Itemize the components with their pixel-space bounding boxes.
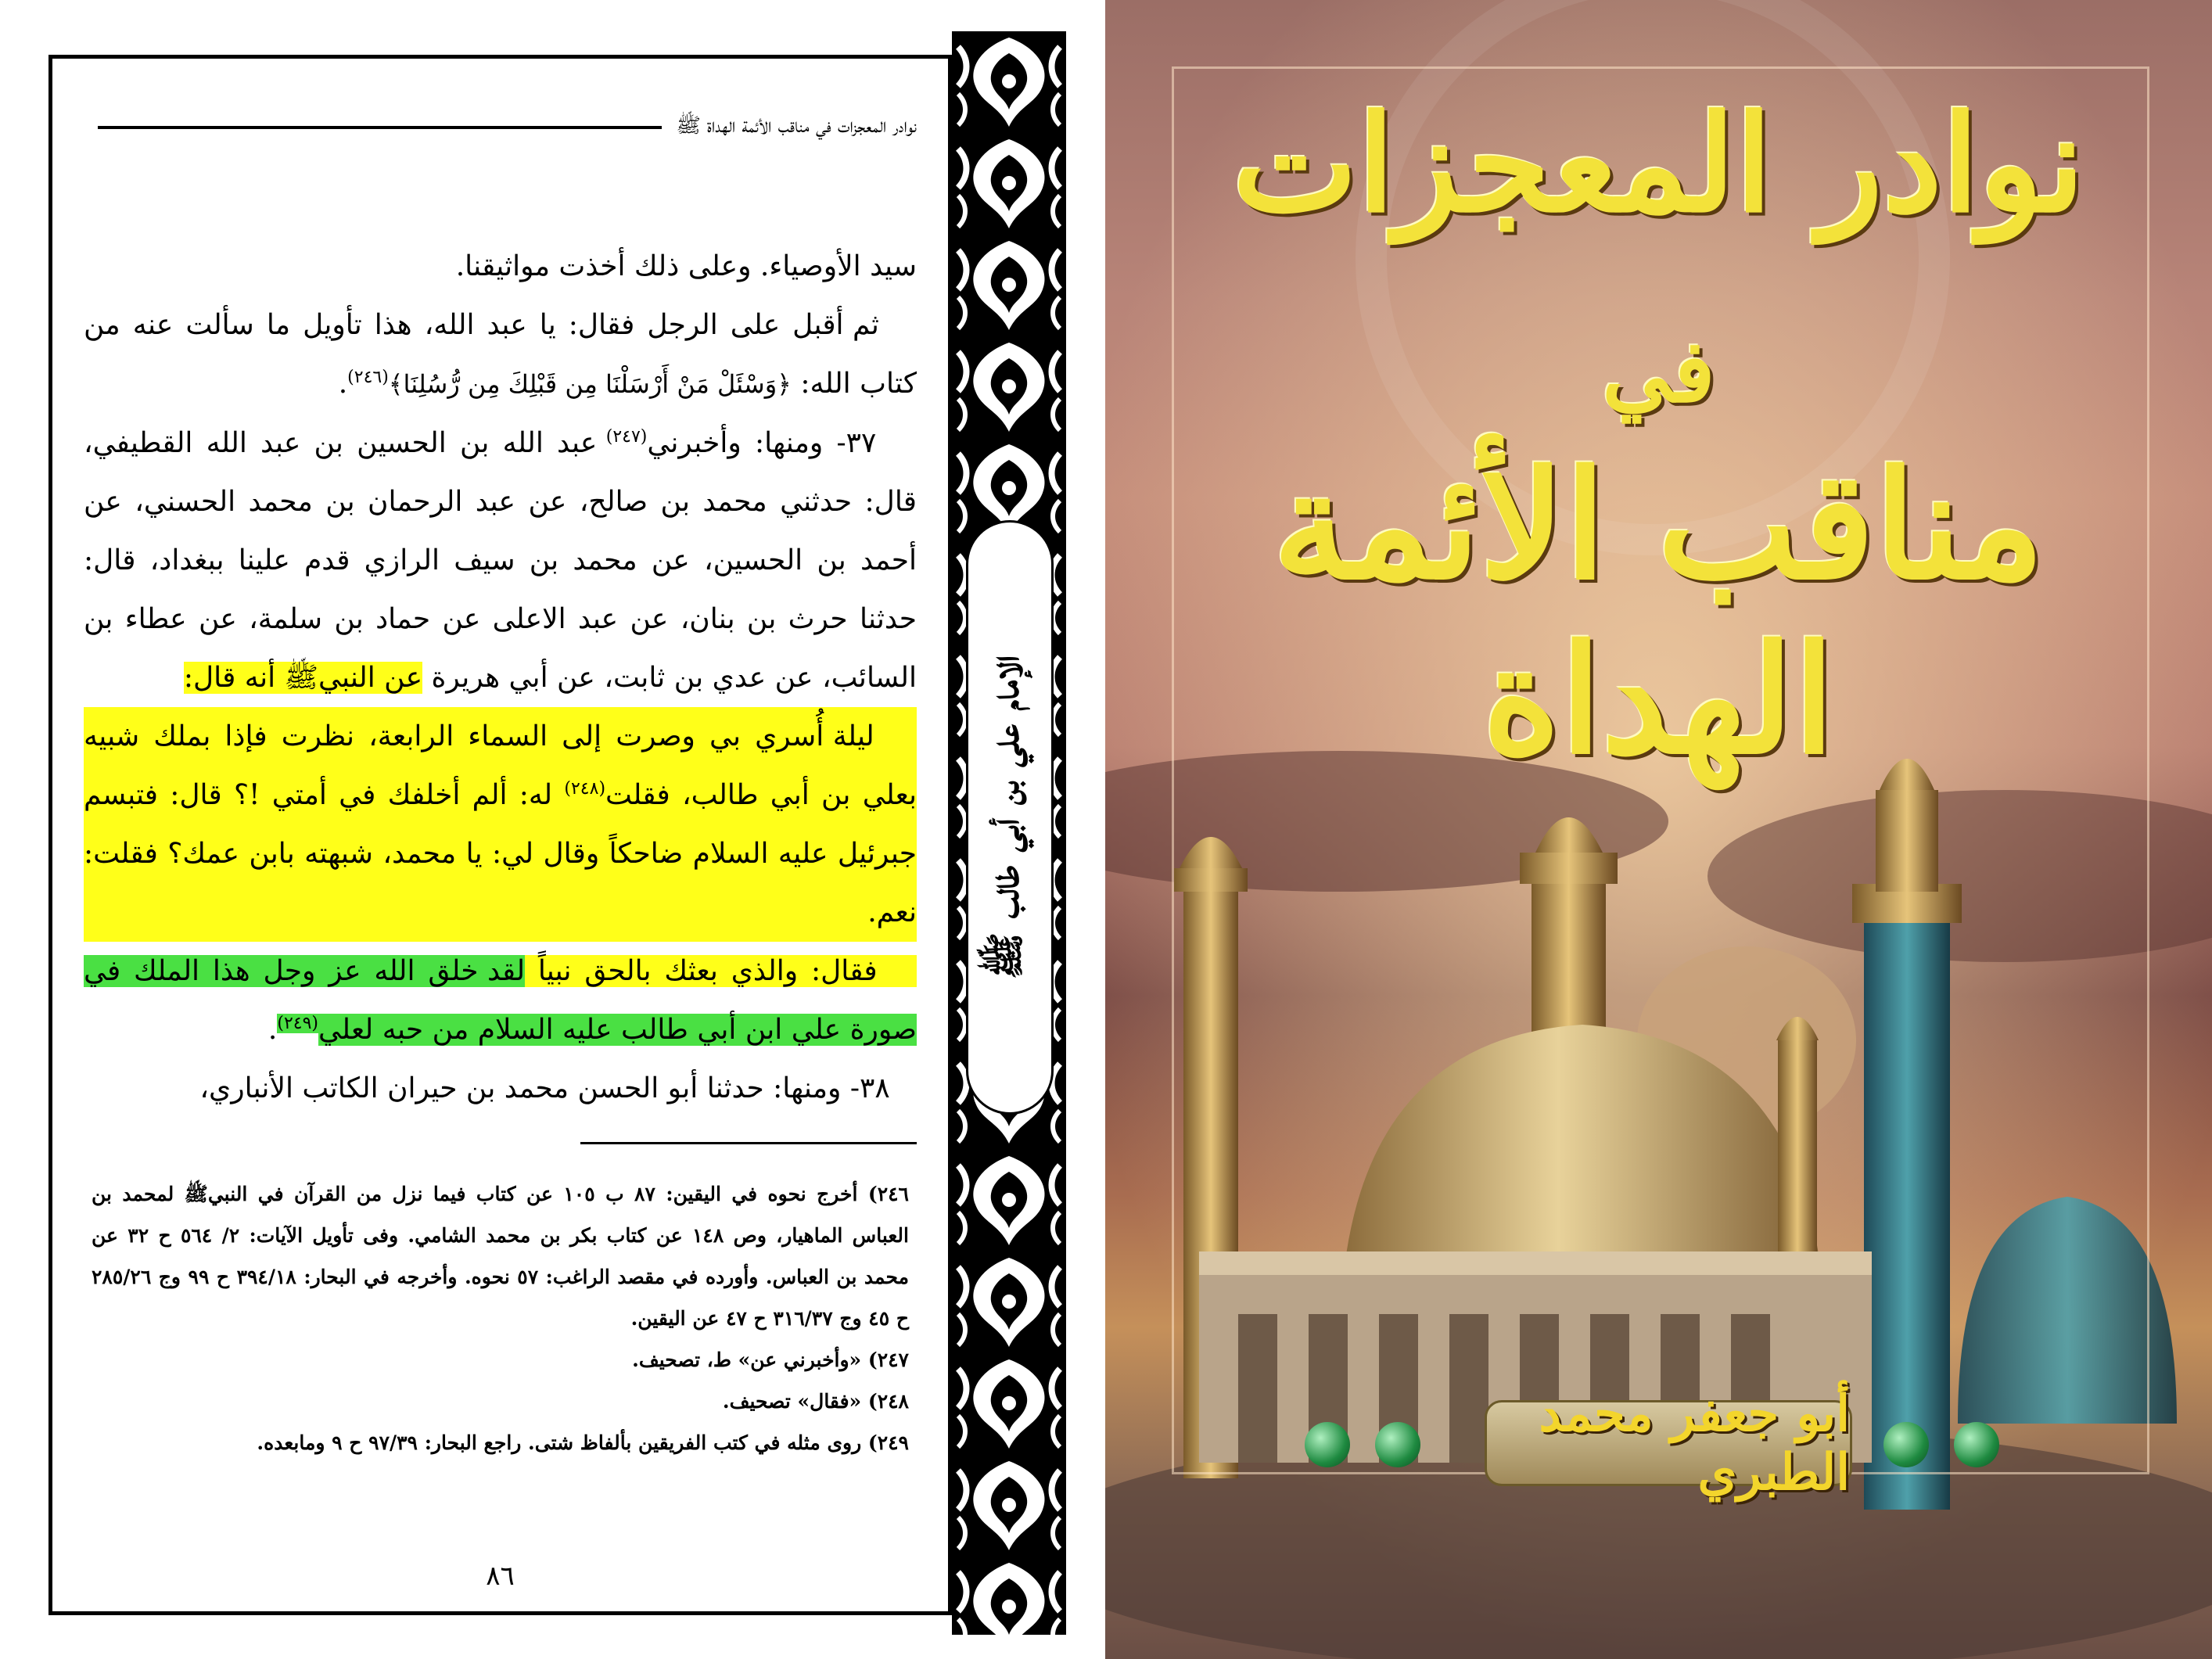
green-gem-icon xyxy=(1375,1422,1420,1467)
paragraph-5: فقال: والذي بعثك بالحق نبياً لقد خلق الله عز وجل هذا الملك في صورة علي ابن أبي طالب عليه السلام من حبه لعلي$^{(٢٤٩)}$. xyxy=(84,955,917,1046)
highlight-green: لقد خلق الله عز وجل هذا الملك في صورة علي ابن أبي طالب عليه السلام من حبه لعلي xyxy=(84,955,917,1046)
quran-verse: ﴿وَسْئَلْ مَنْ أَرْسَلْنَا مِن قَبْلِكَ مِن رُّسُلِنَا﴾ xyxy=(388,369,792,399)
running-header-text: نوادر المعجزات في مناقب الأئمة الهداة ﷺ xyxy=(676,114,917,138)
medallion-text: الإمام علي بن أبي طالب ﷺ xyxy=(982,655,1028,980)
green-gem-icon xyxy=(1883,1422,1929,1467)
footnote-ref: (٢٤٩) xyxy=(277,1014,319,1033)
paragraph-2: ثم أقبل على الرجل فقال: يا عبد الله، هذا تأويل ما سألت عنه من كتاب الله: ﴿وَسْئَلْ مَنْ أَرْسَلْنَا مِن قَبْلِكَ مِن رُّسُلِنَا﴾$^{(٢٤٦)}$. xyxy=(84,309,917,400)
highlight-yellow: عن النبيﷺ أنه قال: xyxy=(183,662,423,694)
footnote-rule xyxy=(580,1142,917,1144)
footnote-ref: (٢٤٧) xyxy=(605,427,648,447)
green-gem-icon xyxy=(1305,1422,1350,1467)
paragraph-4: ليلة أُسري بي وصرت إلى السماء الرابعة، نظرت فإذا بملك شبيه بعلي بن أبي طالب، فقلت$^{(٢٤٨)}$ له: ألم أخلفك في أمتي !؟ قال: فتبسم جبرئيل عليه السلام ضاحكاً وقال لي: يا محمد، شبهته بابن عمك؟ فقلت: نعم. xyxy=(84,707,917,942)
paragraph-6: ٣٨- ومنها: حدثنا أبو الحسن محمد بن حيران الكاتب الأنباري، xyxy=(199,1072,890,1104)
footnote-ref: (٢٤٦) xyxy=(347,368,389,387)
author-name: أبو جعفر محمد الطبري xyxy=(1539,1384,1850,1502)
cover-title-line-3: مناقب الأئمة الهداة xyxy=(1273,438,2045,787)
footnote-249: ٢٤٩) روى مثله في كتب الفريقين بألفاظ شتى. راجع البحار: ٩٧/٣٩ ح ٩ ومابعده. xyxy=(257,1431,909,1454)
main-text xyxy=(84,237,917,1118)
cover-title-line-1: نوادر المعجزات xyxy=(1232,86,2085,242)
green-gem-icon xyxy=(1954,1422,1999,1467)
page-number: ٨٦ xyxy=(486,1560,515,1592)
footnote-246: ٢٤٦) أخرج نحوه في اليقين: ٨٧ ب ١٠٥ عن كتاب فيما نزل من القرآن في النبيﷺ لمحمد بن العباس الماهيار، وص ١٤٨ عن كتاب بكر بن محمد الشامي. وفى تأويل الآيات: ٢/ ٥٦٤ ح ٣٢ عن محمد بن العباس. وأورده في مقصد الراغب: ٥٧ نحوه. وأخرجه في البحار: ٣٩٤/١٨ ح ٩٩ وج ٢٨٥/٢٦ ح ٤٥ وج ٣١٦/٣٧ ح ٤٧ عن اليقين. xyxy=(92,1183,910,1330)
footnote-248: ٢٤٨) «فقال» تصحيف. xyxy=(722,1390,909,1413)
vertical-medallion xyxy=(966,520,1054,1115)
cover-title-line-2: في xyxy=(1602,321,1715,422)
footnote-247: ٢٤٧) «وأخبرني عن» ط، تصحيف. xyxy=(632,1348,909,1371)
paragraph-3: ٣٧- ومنها: وأخبرني$^{(٢٤٧)}$ عبد الله بن الحسين بن عبد الله القطيفي، قال: حدثني محمد بن صالح، عن عبد الرحمان بن محمد الحسني، عن أحمد بن الحسين، عن محمد بن سيف الرازي قدم علينا ببغداد، قال: حدثنا حرث بن بنان، عن عبد الاعلى عن حماد بن سلمة، عن عطاء بن السائب، عن عدي بن ثابت، عن أبي هريرة عن النبيﷺ أنه قال: xyxy=(84,427,917,694)
paragraph-1: سيد الأوصياء. وعلى ذلك أخذت مواثيقنا. xyxy=(455,250,917,282)
footnote-ref: (٢٤٨) xyxy=(564,779,606,799)
book-page xyxy=(48,55,952,1615)
running-header xyxy=(84,112,917,143)
book-cover xyxy=(1105,0,2212,1659)
author-plate xyxy=(1485,1384,1852,1502)
header-rule xyxy=(98,126,662,129)
footnotes xyxy=(92,1173,909,1463)
